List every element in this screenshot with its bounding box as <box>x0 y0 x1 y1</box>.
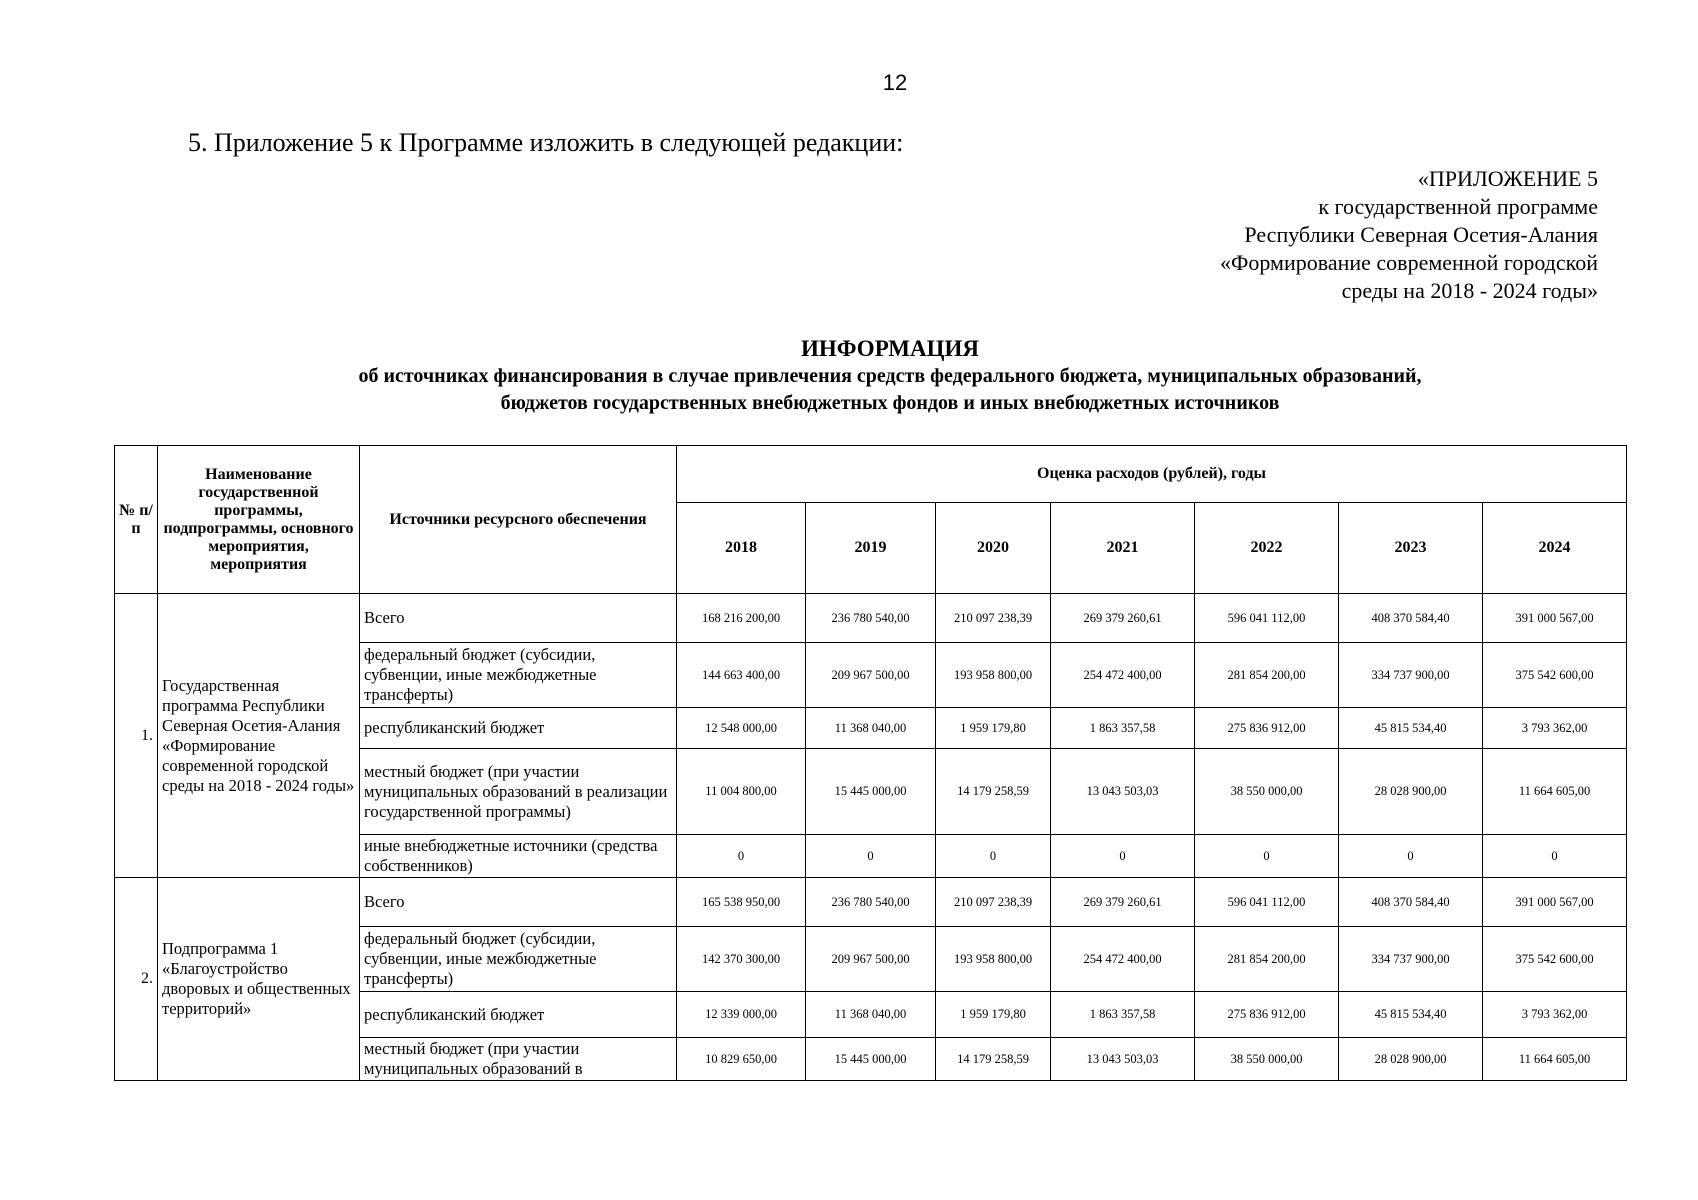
value-cell: 209 967 500,00 <box>806 927 936 992</box>
value-cell: 596 041 112,00 <box>1195 878 1339 927</box>
financing-table <box>114 445 1627 1081</box>
source-label: иные внебюджетные источники (средства собственников) <box>360 835 677 878</box>
appendix-line: среды на 2018 - 2024 годы» <box>1341 278 1598 303</box>
value-cell: 10 829 650,00 <box>677 1038 806 1081</box>
value-cell: 12 548 000,00 <box>677 708 806 749</box>
value-cell: 45 815 534,40 <box>1339 992 1483 1038</box>
source-label: местный бюджет (при участии муниципальных образований в реализации государственной программы) <box>360 749 677 835</box>
program-name: Государственная программа Республики Северная Осетия-Алания «Формирование современной городской среды на 2018 - 2024 годы» <box>158 594 360 878</box>
appendix-line: «ПРИЛОЖЕНИЕ 5 <box>1417 166 1598 191</box>
source-label: республиканский бюджет <box>360 708 677 749</box>
value-cell: 38 550 000,00 <box>1195 749 1339 835</box>
page-number: 12 <box>882 70 908 95</box>
source-label: республиканский бюджет <box>360 992 677 1038</box>
table-row <box>115 594 1627 643</box>
document-heading <box>0 335 1698 417</box>
heading-subtitle: об источниках финансирования в случае привлечения средств федерального бюджета, муниципальных образований, <box>358 365 1422 387</box>
value-cell: 11 004 800,00 <box>677 749 806 835</box>
value-cell: 408 370 584,40 <box>1339 594 1483 643</box>
value-cell: 375 542 600,00 <box>1483 927 1627 992</box>
value-cell: 168 216 200,00 <box>677 594 806 643</box>
appendix-line: Республики Северная Осетия-Алания <box>1244 222 1598 247</box>
value-cell: 11 664 605,00 <box>1483 749 1627 835</box>
header-estimate: Оценка расходов (рублей), годы <box>677 446 1627 503</box>
value-cell: 13 043 503,03 <box>1051 749 1195 835</box>
value-cell: 596 041 112,00 <box>1195 594 1339 643</box>
value-cell: 28 028 900,00 <box>1339 749 1483 835</box>
value-cell: 1 863 357,58 <box>1051 992 1195 1038</box>
value-cell: 165 538 950,00 <box>677 878 806 927</box>
program-name: Подпрограмма 1 «Благоустройство дворовых и общественных территорий» <box>158 878 360 1081</box>
value-cell: 375 542 600,00 <box>1483 643 1627 708</box>
value-cell: 142 370 300,00 <box>677 927 806 992</box>
source-label: федеральный бюджет (субсидии, субвенции, иные межбюджетные трансферты) <box>360 643 677 708</box>
header-sources: Источники ресурсного обеспечения <box>360 446 677 594</box>
source-label: местный бюджет (при участии муниципальных образований в <box>360 1038 677 1081</box>
value-cell: 1 959 179,80 <box>936 708 1051 749</box>
header-year: 2020 <box>936 503 1051 594</box>
value-cell: 38 550 000,00 <box>1195 1038 1339 1081</box>
value-cell: 193 958 800,00 <box>936 927 1051 992</box>
value-cell: 209 967 500,00 <box>806 643 936 708</box>
value-cell: 1 863 357,58 <box>1051 708 1195 749</box>
source-label: Всего <box>360 594 677 643</box>
value-cell: 0 <box>1195 835 1339 878</box>
header-year: 2024 <box>1483 503 1627 594</box>
value-cell: 391 000 567,00 <box>1483 878 1627 927</box>
heading-title: ИНФОРМАЦИЯ <box>800 336 980 361</box>
value-cell: 1 959 179,80 <box>936 992 1051 1038</box>
value-cell: 281 854 200,00 <box>1195 927 1339 992</box>
value-cell: 0 <box>677 835 806 878</box>
value-cell: 236 780 540,00 <box>806 878 936 927</box>
intro-text: 5. Приложение 5 к Программе изложить в следующей редакции: <box>188 128 904 157</box>
value-cell: 0 <box>1339 835 1483 878</box>
header-name: Наименование государственной программы, подпрограммы, основного мероприятия, мероприятия <box>158 446 360 594</box>
source-label: Всего <box>360 878 677 927</box>
value-cell: 210 097 238,39 <box>936 594 1051 643</box>
appendix-line: к государственной программе <box>1318 194 1598 219</box>
header-year: 2023 <box>1339 503 1483 594</box>
value-cell: 144 663 400,00 <box>677 643 806 708</box>
table-row <box>115 878 1627 927</box>
value-cell: 391 000 567,00 <box>1483 594 1627 643</box>
value-cell: 11 664 605,00 <box>1483 1038 1627 1081</box>
row-num: 1. <box>115 594 158 878</box>
value-cell: 334 737 900,00 <box>1339 643 1483 708</box>
header-year: 2022 <box>1195 503 1339 594</box>
value-cell: 11 368 040,00 <box>806 992 936 1038</box>
value-cell: 254 472 400,00 <box>1051 927 1195 992</box>
value-cell: 408 370 584,40 <box>1339 878 1483 927</box>
value-cell: 11 368 040,00 <box>806 708 936 749</box>
heading-subtitle: бюджетов государственных внебюджетных фондов и иных внебюджетных источников <box>500 392 1280 414</box>
value-cell: 15 445 000,00 <box>806 1038 936 1081</box>
value-cell: 236 780 540,00 <box>806 594 936 643</box>
value-cell: 210 097 238,39 <box>936 878 1051 927</box>
value-cell: 3 793 362,00 <box>1483 708 1627 749</box>
header-num: № п/п <box>115 446 158 594</box>
value-cell: 13 043 503,03 <box>1051 1038 1195 1081</box>
value-cell: 0 <box>1051 835 1195 878</box>
source-label: федеральный бюджет (субсидии, субвенции, иные межбюджетные трансферты) <box>360 927 677 992</box>
header-year: 2018 <box>677 503 806 594</box>
value-cell: 269 379 260,61 <box>1051 878 1195 927</box>
value-cell: 334 737 900,00 <box>1339 927 1483 992</box>
value-cell: 14 179 258,59 <box>936 749 1051 835</box>
value-cell: 0 <box>806 835 936 878</box>
value-cell: 0 <box>936 835 1051 878</box>
value-cell: 275 836 912,00 <box>1195 992 1339 1038</box>
value-cell: 281 854 200,00 <box>1195 643 1339 708</box>
appendix-line: «Формирование современной городской <box>1220 250 1598 275</box>
value-cell: 254 472 400,00 <box>1051 643 1195 708</box>
value-cell: 275 836 912,00 <box>1195 708 1339 749</box>
value-cell: 45 815 534,40 <box>1339 708 1483 749</box>
header-year: 2021 <box>1051 503 1195 594</box>
value-cell: 14 179 258,59 <box>936 1038 1051 1081</box>
value-cell: 269 379 260,61 <box>1051 594 1195 643</box>
value-cell: 15 445 000,00 <box>806 749 936 835</box>
value-cell: 12 339 000,00 <box>677 992 806 1038</box>
value-cell: 193 958 800,00 <box>936 643 1051 708</box>
row-num: 2. <box>115 878 158 1081</box>
appendix-block <box>1220 165 1598 305</box>
value-cell: 0 <box>1483 835 1627 878</box>
header-year: 2019 <box>806 503 936 594</box>
value-cell: 3 793 362,00 <box>1483 992 1627 1038</box>
value-cell: 28 028 900,00 <box>1339 1038 1483 1081</box>
